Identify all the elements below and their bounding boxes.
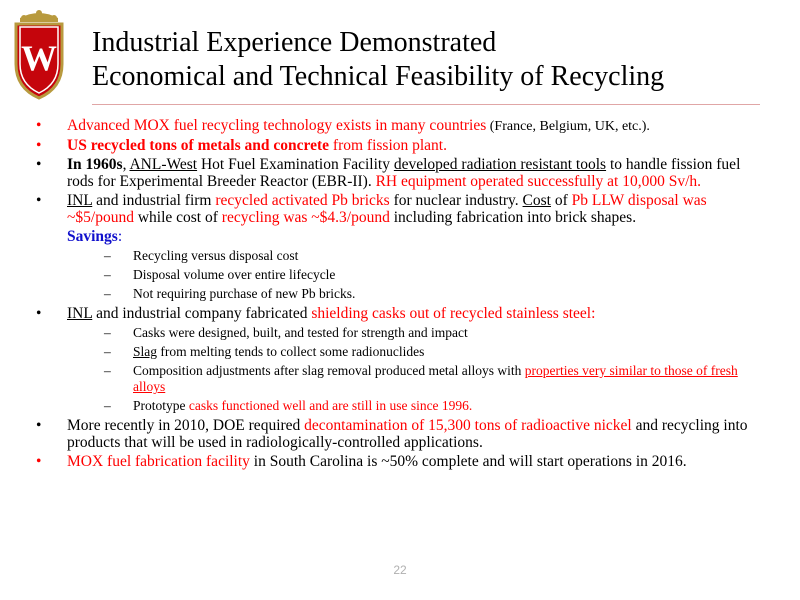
page-number: 22 <box>393 563 407 577</box>
bullet-marker: • <box>36 117 42 134</box>
bullet-text: in South Carolina is ~50% complete and will start operations in 2016. <box>249 453 687 470</box>
dash-marker: – <box>104 344 111 359</box>
bullet-shielding-casks <box>36 305 764 322</box>
bullet-text: More recently in 2010, DOE required <box>67 417 305 434</box>
dash-marker: – <box>104 248 111 263</box>
bullet-text-highlight: decontamination of 15,300 tons of radioactive nickel <box>304 417 632 434</box>
bullet-marker: • <box>36 453 42 470</box>
savings-colon: : <box>117 228 123 245</box>
bullet-text: from fission plant. <box>329 137 447 154</box>
bullet-marker: • <box>36 417 42 434</box>
bullet-text: and industrial company fabricated <box>92 305 312 322</box>
bullet-text: of <box>550 192 572 209</box>
bullet-text-underline: INL <box>67 305 93 322</box>
bullet-marker: • <box>36 192 42 209</box>
dash-marker: – <box>104 363 111 378</box>
bullet-text-highlight: Pb LLW disposal was ~$5/pound <box>67 192 707 226</box>
bullet-text: , <box>122 156 130 173</box>
bullet-1960s <box>36 156 764 190</box>
sub-bullet-text: Casks were designed, built, and tested for strength and impact <box>133 325 468 340</box>
sub-bullet-casks-4 <box>36 398 764 414</box>
sub-bullet-savings-2 <box>36 267 764 283</box>
bullet-mox-facility <box>36 453 764 470</box>
dash-marker: – <box>104 286 111 301</box>
bullet-mox-technology <box>36 117 764 135</box>
bullet-text-highlight: MOX fuel fabrication facility <box>67 453 250 470</box>
bullet-text: for nuclear industry. <box>389 192 523 209</box>
title-divider <box>92 104 760 105</box>
sub-bullet-text-highlight: casks functioned well and are still in use since 1996. <box>188 398 473 413</box>
sub-bullet-text: Not requiring purchase of new Pb bricks. <box>133 286 356 301</box>
bullet-marker: • <box>36 137 42 154</box>
savings-heading <box>36 228 764 245</box>
title-line-1: Industrial Experience Demonstrated <box>92 27 497 58</box>
bullet-text-underline: ANL-West <box>129 156 198 173</box>
bullet-us-recycled <box>36 137 764 154</box>
bullet-text-bold: In 1960s <box>67 156 123 173</box>
slide-title <box>92 26 664 94</box>
sub-bullet-casks-1 <box>36 325 764 341</box>
bullet-text: Hot Fuel Examination Facility <box>197 156 394 173</box>
sub-bullet-casks-2 <box>36 344 764 360</box>
bullet-doe-2010 <box>36 417 764 451</box>
bullet-text: and recycling into products that will be used in radiologically-controlled applications. <box>67 417 748 451</box>
crest-letter: W <box>21 38 57 78</box>
bullet-text-highlight: US recycled tons of metals and concrete <box>67 137 330 154</box>
bullet-text-highlight: RH equipment operated successfully at 10,000 Sv/h. <box>375 173 702 190</box>
bullet-text: to handle fission fuel rods for Experimental Breeder Reactor (EBR-II). <box>67 156 741 190</box>
bullet-text-highlight: shielding casks out of recycled stainless steel: <box>311 305 596 322</box>
uw-crest-icon <box>8 8 70 100</box>
savings-label: Savings <box>67 228 118 245</box>
dash-marker: – <box>104 398 111 413</box>
sub-bullet-text-highlight: properties very similar to those of fresh alloys <box>133 363 738 394</box>
bullet-text: and industrial firm <box>92 192 216 209</box>
bullet-text-highlight: recycling was ~$4.3/pound <box>221 209 390 226</box>
bullet-text-underline: developed radiation resistant tools <box>393 156 607 173</box>
sub-bullet-text: Recycling versus disposal cost <box>133 248 299 263</box>
sub-bullet-text: Composition adjustments after slag removal produced metal alloys with <box>133 363 525 378</box>
sub-bullet-savings-3 <box>36 286 764 302</box>
bullet-text-underline: Cost <box>522 192 551 209</box>
sub-bullet-text: from melting tends to collect some radionuclides <box>157 344 425 359</box>
sub-bullet-text-underline: Slag <box>133 344 158 359</box>
bullet-text: including fabrication into brick shapes. <box>389 209 637 226</box>
sub-bullet-text: Disposal volume over entire lifecycle <box>133 267 336 282</box>
dash-marker: – <box>104 325 111 340</box>
bullet-list <box>36 117 764 472</box>
bullet-marker: • <box>36 156 42 173</box>
dash-marker: – <box>104 267 111 282</box>
bullet-inl-pb-bricks <box>36 192 764 226</box>
bullet-text: while cost of <box>133 209 222 226</box>
bullet-text: (France, Belgium, UK, etc.). <box>486 119 650 134</box>
bullet-marker: • <box>36 305 42 322</box>
bullet-text-highlight: recycled activated Pb bricks <box>215 192 390 209</box>
sub-bullet-savings-1 <box>36 248 764 264</box>
bullet-text-underline: INL <box>67 192 93 209</box>
bullet-text-highlight: Advanced MOX fuel recycling technology exists in many countries <box>67 117 487 134</box>
sub-bullet-casks-3 <box>36 363 764 395</box>
title-line-2: Economical and Technical Feasibility of Recycling <box>92 61 665 92</box>
sub-bullet-text: Prototype <box>133 398 189 413</box>
